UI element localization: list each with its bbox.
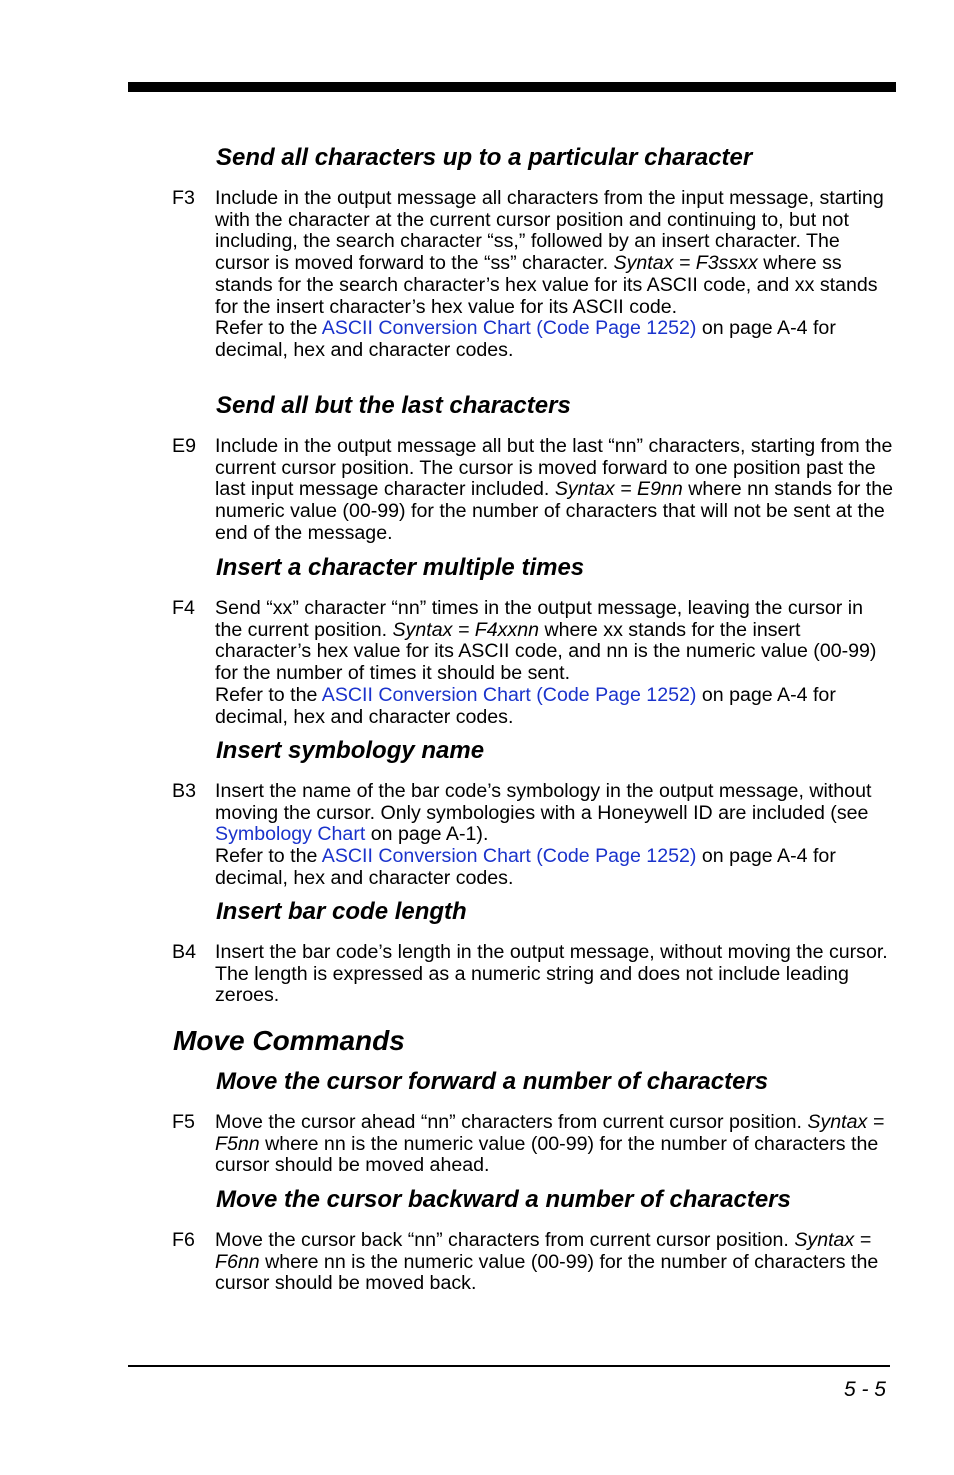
command-code: F6: [172, 1229, 195, 1251]
heading-move-backward: Move the cursor backward a number of characters: [216, 1186, 791, 1213]
entry-text: where nn is the numeric value (00-99) for the number of characters the cursor should be moved ahead.: [215, 1132, 879, 1177]
syntax-text: Syntax = F3ssxx: [613, 252, 758, 275]
command-code: B4: [172, 941, 196, 963]
refer-prefix: Refer to the: [215, 317, 322, 340]
entry-text: where nn is the numeric value (00-99) for the number of characters the cursor should be moved back.: [215, 1250, 879, 1295]
heading-send-up-to-character: Send all characters up to a particular character: [216, 144, 753, 171]
ascii-chart-link[interactable]: ASCII Conversion Chart (Code Page 1252): [321, 683, 697, 706]
entry-body: [215, 1230, 895, 1295]
entry-text: Move the cursor back “nn” characters from current cursor position.: [215, 1229, 795, 1251]
footer-rule: [128, 1365, 890, 1367]
entry-text: on page A-1).: [365, 823, 489, 846]
heading-send-all-but-last: Send all but the last characters: [216, 392, 571, 419]
entry-text: where ss stands for the search character’s hex value for its ASCII code, and xx stands for the insert character’s hex value for its ASCII code.: [215, 252, 878, 318]
heading-insert-bar-code-length: Insert bar code length: [216, 898, 467, 925]
entry-body: [215, 598, 895, 728]
symbology-chart-link[interactable]: Symbology Chart: [215, 823, 366, 846]
entry-text: Include in the output message all characters from the input message, starting with the character at the current cursor position and continuing to, but not including, the search character “ss,” followed by an insert character. The cursor is moved forward to the “ss” character.: [215, 187, 884, 275]
heading-insert-character-multiple: Insert a character multiple times: [216, 554, 585, 581]
entry-body: [215, 436, 895, 545]
refer-prefix: Refer to the: [215, 683, 322, 706]
entry-text: where xx stands for the insert character’s hex value for its ASCII code, and nn is the numeric value (00-99) for the number of times it should be sent.: [215, 618, 877, 685]
heading-move-forward: Move the cursor forward a number of characters: [216, 1068, 769, 1095]
entry-text: Send “xx” character “nn” times in the output message, leaving the cursor in the current position.: [215, 597, 863, 641]
refer-prefix: Refer to the: [215, 845, 322, 868]
page-number: 5 - 5: [843, 1378, 886, 1401]
heading-insert-symbology-name: Insert symbology name: [216, 737, 485, 764]
entry-text: Insert the bar code’s length in the output message, without moving the cursor. The length is expressed as a numeric string and does not include leading zeroes.: [215, 941, 888, 1007]
entry-text: where nn stands for the numeric value (00-99) for the number of characters that will not be sent at the end of the message.: [215, 478, 894, 544]
syntax-text: Syntax = F6nn: [215, 1229, 872, 1273]
entry-body: [215, 942, 895, 1007]
ascii-chart-link[interactable]: ASCII Conversion Chart (Code Page 1252): [321, 317, 697, 340]
command-code: E9: [172, 435, 196, 457]
command-code: F3: [172, 187, 195, 209]
syntax-text: Syntax = E9nn: [554, 478, 683, 501]
entry-text: Insert the name of the bar code’s symbology in the output message, without moving the cursor. Only symbologies with a Honeywell ID are included (see: [215, 780, 872, 824]
entry-text: Move the cursor ahead “nn” characters from current cursor position.: [215, 1111, 808, 1133]
entry-body: [215, 188, 895, 362]
refer-suffix: on page A-4 for decimal, hex and character codes.: [215, 683, 836, 728]
command-code: B3: [172, 780, 196, 802]
entry-text: Include in the output message all but the last “nn” characters, starting from the current cursor position. The cursor is moved forward to one position past the last input message character included.: [215, 435, 893, 501]
section-title-move-commands: Move Commands: [173, 1025, 405, 1056]
command-code: F5: [172, 1111, 195, 1133]
entry-body: [215, 781, 895, 890]
syntax-text: Syntax = F4xxnn: [392, 618, 540, 641]
ascii-chart-link[interactable]: ASCII Conversion Chart (Code Page 1252): [321, 845, 697, 868]
entry-body: [215, 1112, 895, 1177]
header-rule: [128, 82, 896, 92]
refer-suffix: on page A-4 for decimal, hex and character codes.: [215, 845, 836, 889]
refer-suffix: on page A-4 for decimal, hex and character codes.: [215, 317, 836, 361]
command-code: F4: [172, 597, 195, 619]
syntax-text: Syntax = F5nn: [215, 1111, 885, 1155]
